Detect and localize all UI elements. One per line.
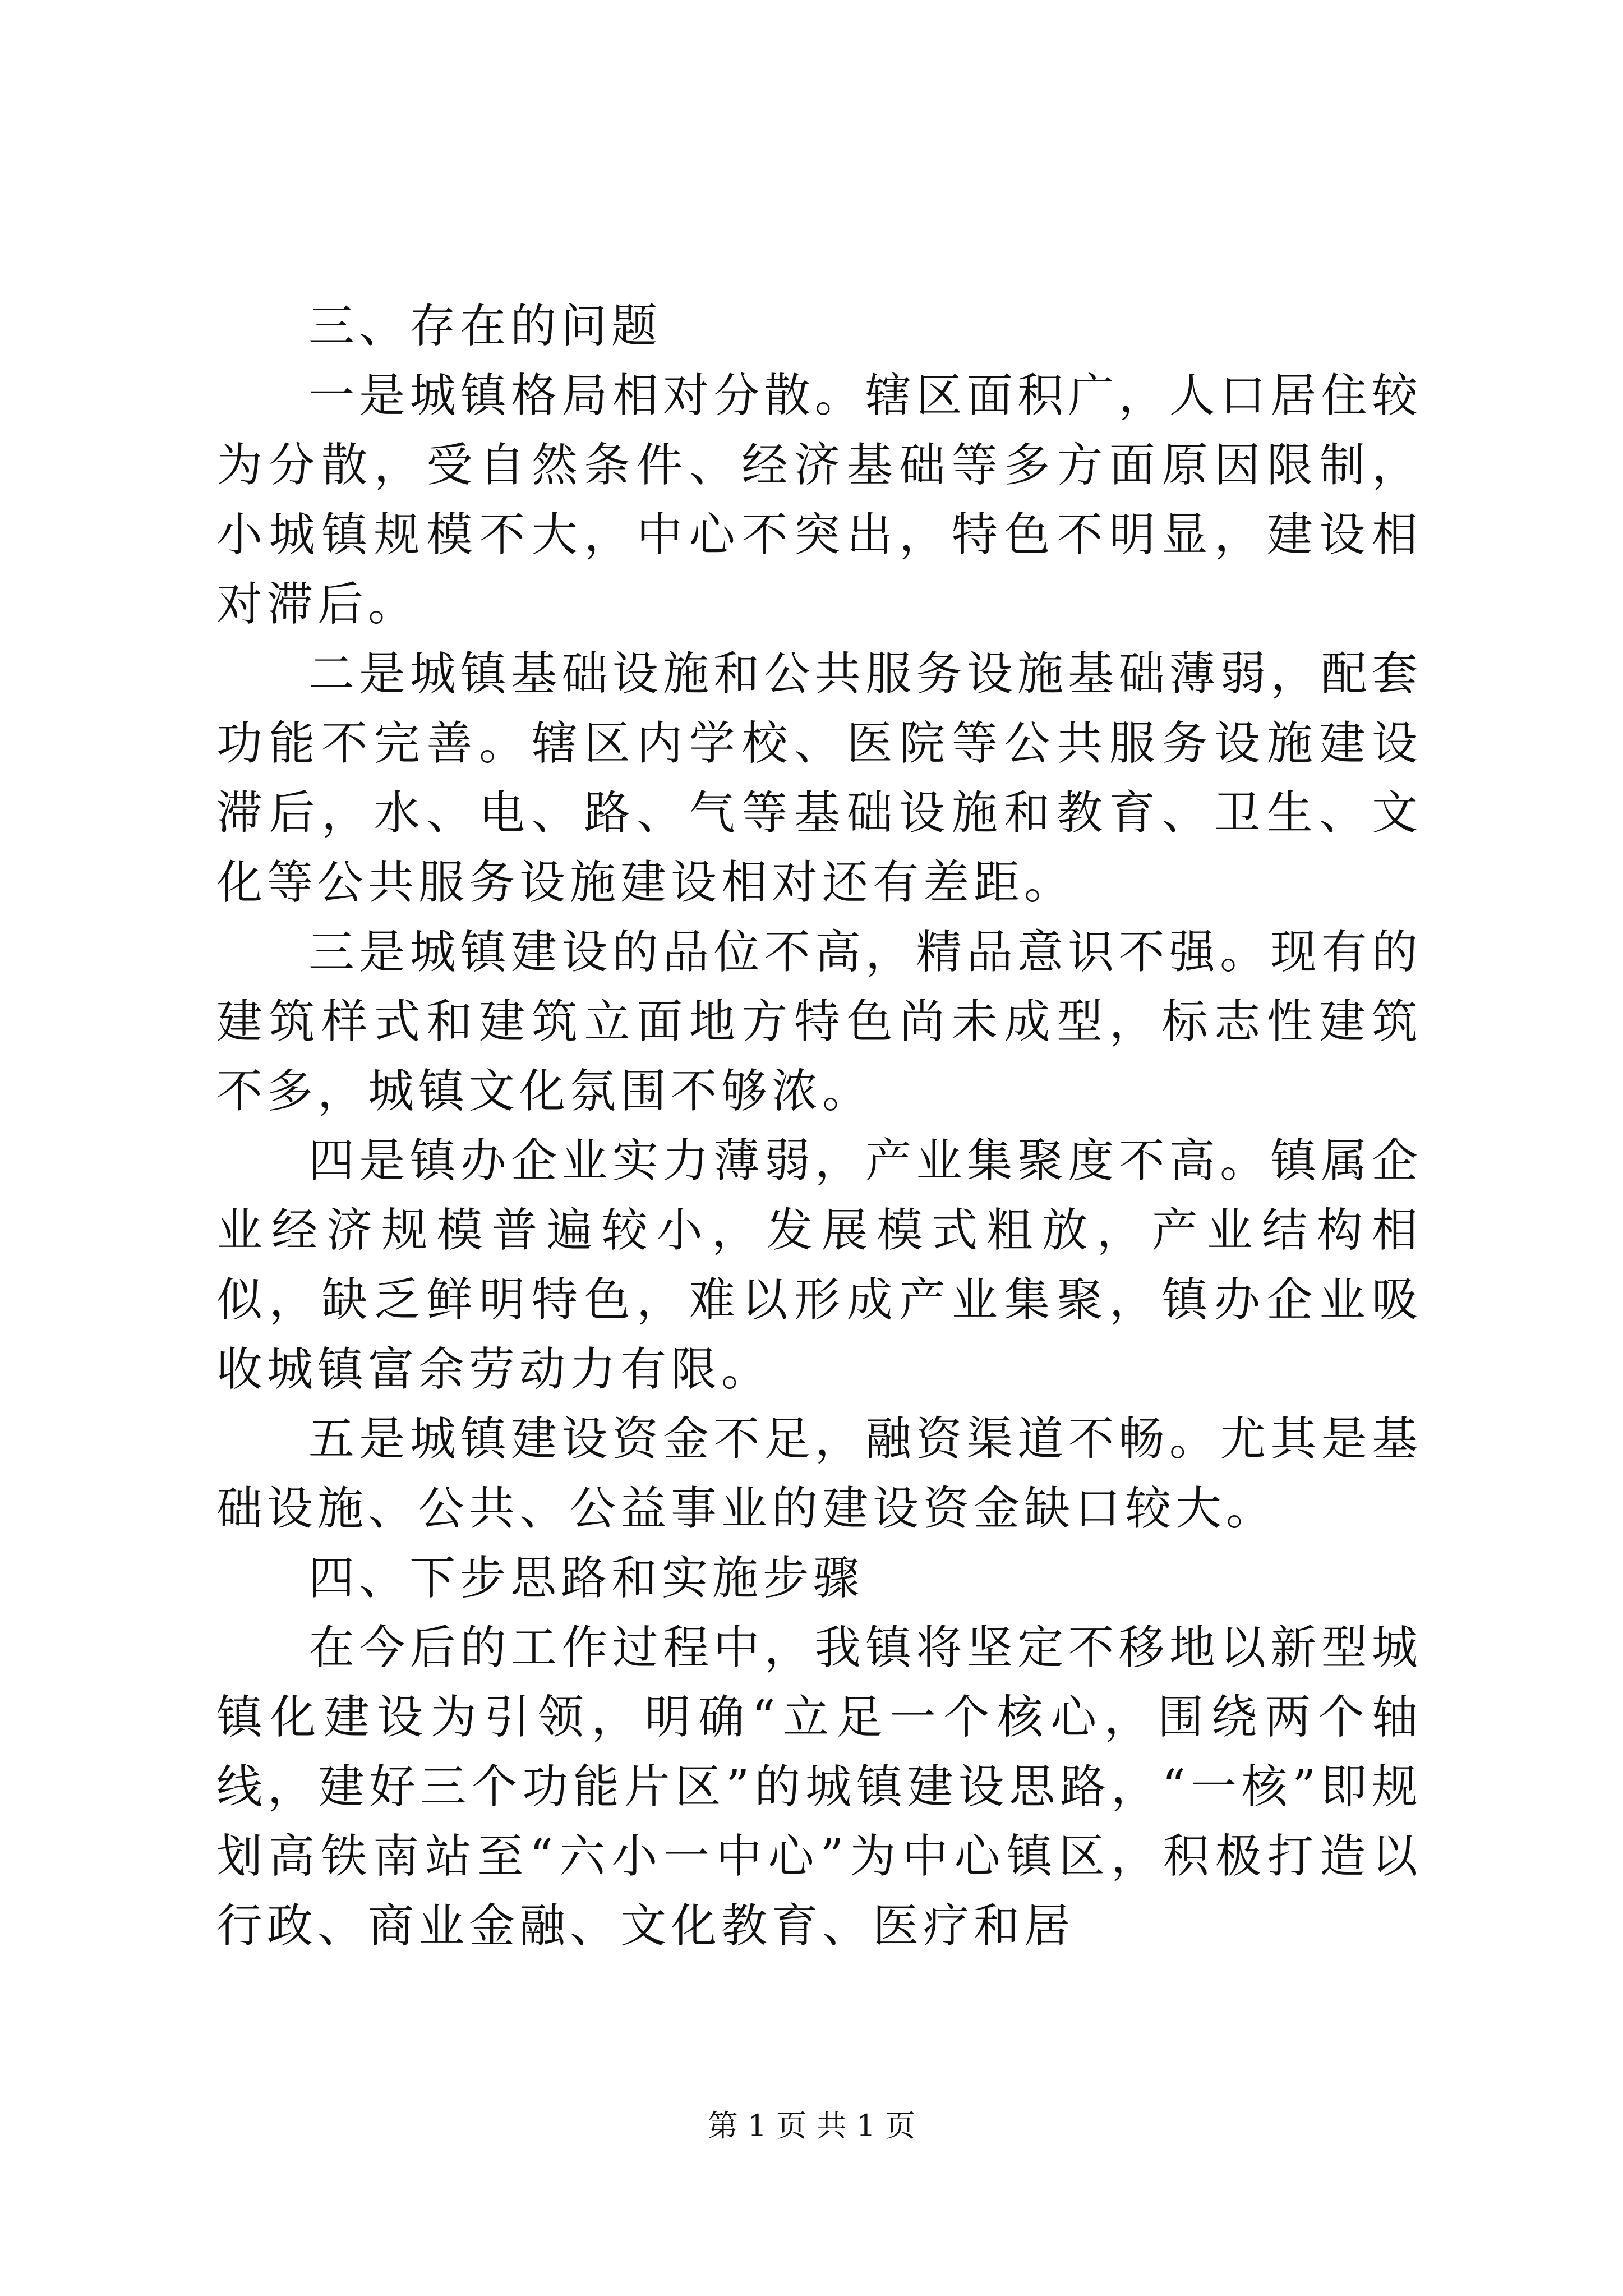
section-heading-next-steps: 四、下步思路和实施步骤 bbox=[308, 1552, 864, 1605]
section-heading-problems: 三、存在的问题 bbox=[308, 300, 662, 353]
paragraph-problem-5: 五是城镇建设资金不足，融资渠道不畅。尤其是基础设施、公共、公益事业的建设资金缺口较大。 bbox=[216, 1412, 1422, 1535]
paragraph-problem-3: 三是城镇建设的品位不高，精品意识不强。现有的建筑样式和建筑立面地方特色尚未成型，标志性建筑不多，城镇文化氛围不够浓。 bbox=[216, 926, 1422, 1118]
paragraph-problem-4: 四是镇办企业实力薄弱，产业集聚度不高。镇属企业经济规模普遍较小，发展模式粗放，产业结构相似，缺乏鲜明特色，难以形成产业集聚，镇办企业吸收城镇富余劳动力有限。 bbox=[216, 1134, 1422, 1396]
paragraph-next-steps: 在今后的工作过程中，我镇将坚定不移地以新型城镇化建设为引领，明确“立足一个核心，围绕两个轴线，建好三个功能片区”的城镇建设思路，“一核”即规划高铁南站至“六小一中心”为中心镇区，积极打造以行政、商业金融、文化教育、医疗和居 bbox=[216, 1621, 1422, 1953]
document-body bbox=[216, 292, 1422, 1961]
paragraph-problem-1: 一是城镇格局相对分散。辖区面积广，人口居住较为分散，受自然条件、经济基础等多方面原因限制，小城镇规模不大，中心不突出，特色不明显，建设相对滞后。 bbox=[216, 369, 1422, 631]
paragraph-problem-2: 二是城镇基础设施和公共服务设施基础薄弱，配套功能不完善。辖区内学校、医院等公共服务设施建设滞后，水、电、路、气等基础设施和教育、卫生、文化等公共服务设施建设相对还有差距。 bbox=[216, 647, 1422, 909]
page-footer: 第 1 页 共 1 页 bbox=[707, 2108, 916, 2143]
